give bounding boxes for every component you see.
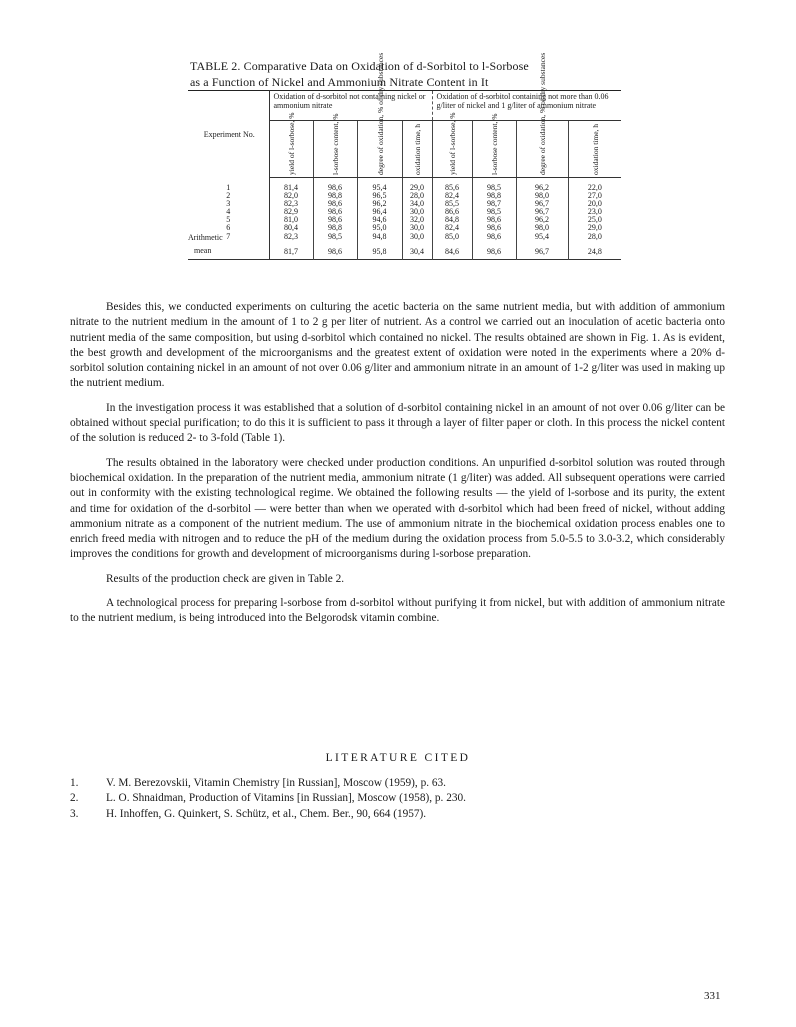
reference-text: L. O. Shnaidman, Production of Vitamins [in Russian], Moscow (1958), p. 230.	[106, 792, 466, 805]
table-cell: 28,0	[587, 231, 602, 241]
table-cell: 30,0	[402, 224, 432, 232]
table-cell: 98,7	[472, 200, 516, 208]
table-cell: 22,0	[587, 183, 602, 192]
column-header-label: l-sorbose content, %	[490, 113, 500, 175]
column-header-label: degree of oxidation, % of dry substances	[375, 52, 385, 175]
table-cell: 28,0	[402, 192, 432, 200]
reference-item	[70, 776, 730, 791]
column-header	[516, 52, 568, 178]
mean-cell: 96,7	[516, 241, 568, 260]
paragraph: The results obtained in the laboratory were checked under production conditions. An unpurified d-sorbitol solution was routed through biochemical oxidation. In the preparation of the nutrient media, ammonium nitrate (1 g/liter) was added. All subsequent operations were carried out in conformity with the existing technological regime. We obtained the following results — the yield of l-sorbose and its purity, the extent and time for oxidation of the d-sorbitol — were better than when we operated with d-sorbitol which had been freed of nickel, without adding ammonium nitrate as a component of the nutrient medium. The use of ammonium nitrate in the biochemical oxidation process enables one to enrich freed media with nitrogen and to reduce the pH of the medium during the oxidation process from 5.0-5.5 to 3.0-3.2, which considerably improves the conditions for growth and development of microorganisms during l-sorbose preparation.	[70, 456, 725, 561]
table-cell: 29,0	[402, 178, 432, 193]
column-header	[568, 121, 621, 178]
table-cell: 82,0	[269, 192, 313, 200]
reference-number: 2.	[70, 792, 79, 805]
table-caption-line-1: TABLE 2. Comparative Data on Oxidation of d-Sorbitol to l-Sorbose	[190, 59, 529, 73]
table-cell: 20,0	[587, 199, 602, 208]
table-cell: 96,7	[516, 200, 568, 208]
experiment-number: 2	[188, 192, 269, 200]
table-cell: 98,5	[313, 232, 357, 241]
table-cell: 95,4	[357, 178, 402, 193]
table-cell: 80,4	[269, 224, 313, 232]
reference-item	[70, 807, 730, 822]
reference-list	[70, 776, 730, 822]
reference-text: V. M. Berezovskii, Vitamin Chemistry [in Russian], Moscow (1959), p. 63.	[106, 777, 446, 789]
mean-label-line-2: mean	[194, 245, 212, 255]
table-cell: 96,7	[516, 208, 568, 216]
table-cell: 98,6	[313, 200, 357, 208]
table-row	[188, 178, 621, 193]
literature-heading: LITERATURE CITED	[325, 752, 471, 764]
mean-cell: 84,6	[432, 241, 472, 260]
table-cell: 98,6	[313, 216, 357, 224]
table-caption	[190, 58, 630, 90]
experiment-number: 6	[188, 224, 269, 232]
mean-cell: 30,4	[402, 241, 432, 260]
table-caption-line-2: as a Function of Nickel and Ammonium Nitrate Content in It	[190, 75, 489, 89]
table-cell: 94,8	[357, 232, 402, 241]
page-number: 331	[704, 990, 721, 1002]
column-header-label: l-sorbose content, %	[331, 113, 340, 175]
table-cell: 98,5	[472, 178, 516, 193]
mean-cell: 98,6	[472, 241, 516, 260]
table-row	[188, 216, 621, 224]
table-cell: 29,0	[587, 223, 602, 232]
table-cell: 98,0	[516, 224, 568, 232]
table-cell: 82,4	[432, 192, 472, 200]
column-header-label: oxidation time, h	[590, 123, 600, 175]
table-cell: 96,2	[516, 216, 568, 224]
table-cell: 98,6	[313, 208, 357, 216]
body-text	[70, 300, 725, 636]
experiment-header: Experiment No.	[188, 91, 269, 178]
mean-label	[188, 232, 269, 260]
table-cell: 96,4	[357, 208, 402, 216]
table-cell: 98,0	[516, 192, 568, 200]
reference-item	[70, 791, 730, 806]
table-cell: 86,6	[432, 208, 472, 216]
paragraph: A technological process for preparing l-sorbose from d-sorbitol without purifying it from nickel, but with addition of ammonium nitrate to the nutrient medium, is being introduced into the Belgorodsk vitamin combine.	[70, 597, 725, 625]
table-cell: 98,6	[472, 216, 516, 224]
group-2-header: Oxidation of d-sorbitol containing not more than 0.06 g/liter of nickel and 1 g/liter of ammonium nitrate	[432, 91, 621, 121]
table-cell: 81,4	[269, 178, 313, 193]
table-row	[188, 192, 621, 200]
column-header-label: yield of l-sorbose, %	[448, 112, 458, 175]
table-cell: 96,2	[357, 200, 402, 208]
table-cell: 84,8	[432, 216, 472, 224]
table-cell: 98,8	[472, 192, 516, 200]
table-cell: 98,5	[472, 208, 516, 216]
table-cell: 82,9	[269, 208, 313, 216]
mean-row	[188, 241, 621, 260]
experiment-number: 4	[188, 208, 269, 216]
experiment-number: 3	[188, 200, 269, 208]
column-header	[472, 113, 516, 178]
group-1-header: Oxidation of d-sorbitol not containing nickel or ammonium nitrate	[269, 91, 432, 121]
table-cell: 30,0	[402, 232, 432, 241]
mean-cell: 24,8	[587, 247, 602, 256]
table-cell: 32,0	[402, 216, 432, 224]
table-cell: 96,2	[516, 178, 568, 193]
table-cell: 94,6	[357, 216, 402, 224]
table-body	[188, 178, 621, 260]
table-cell: 27,0	[587, 191, 602, 200]
mean-cell: 95,8	[357, 241, 402, 260]
experiment-number: 1	[188, 178, 269, 193]
table-cell: 82,3	[269, 232, 313, 241]
mean-cell: 81,7	[269, 241, 313, 260]
column-header	[402, 121, 432, 178]
paragraph: Results of the production check are given in Table 2.	[106, 572, 345, 585]
column-header-label: oxidation time, h	[413, 123, 423, 175]
table-cell: 81,0	[269, 216, 313, 224]
experiment-number: 7	[188, 232, 269, 241]
mean-label-line-1: Arithmetic	[188, 232, 223, 242]
paragraph: In the investigation process it was established that a solution of d-sorbitol containing nickel in an amount of not over 0.06 g/liter can be obtained without special purification; to do this it is sufficient to pass it through a layer of filter paper or cloth. In this process the nickel content of the solution is reduced 2- to 3-fold (Table 1).	[70, 401, 725, 445]
column-header	[432, 112, 472, 178]
table-cell: 25,0	[587, 215, 602, 224]
table-cell: 98,6	[313, 178, 357, 193]
experiment-number: 5	[188, 216, 269, 224]
table-cell: 98,8	[313, 224, 357, 232]
paragraph: Besides this, we conducted experiments on culturing the acetic bacteria on the same nutrient media, but with addition of ammonium nitrate to the nutrient medium in the amount of 1 to 2 g per liter of nutrient. As a control we carried out an inoculation of acetic bacteria onto nutrient media of the same composition, but using d-sorbitol which contained no nickel. The results obtained are shown in Fig. 1. As is evident, the best growth and development of the microorganisms and the greatest extent of oxidation were noted in the experiments where a 20% d-sorbitol solution containing nickel in an amount of not over 0.06 g/liter and ammonium nitrate in an amount of 1-2 g/liter was used in making up the nutrient medium.	[70, 301, 725, 390]
reference-number: 1.	[70, 777, 79, 789]
table-cell: 98,6	[472, 232, 516, 241]
reference-text: H. Inhoffen, G. Quinkert, S. Schütz, et al., Chem. Ber., 90, 664 (1957).	[106, 807, 427, 820]
table-cell: 85,0	[432, 232, 472, 241]
table-row	[188, 200, 621, 208]
table-cell: 98,6	[472, 224, 516, 232]
mean-cell: 98,6	[313, 241, 357, 260]
column-header	[269, 112, 313, 178]
column-header	[357, 52, 402, 178]
table-row	[188, 208, 621, 216]
table-cell: 98,8	[313, 192, 357, 200]
table-cell: 34,0	[402, 200, 432, 208]
table-cell: 95,0	[357, 224, 402, 232]
table-cell: 85,6	[432, 178, 472, 193]
reference-number: 3.	[70, 807, 79, 820]
table-cell: 96,5	[357, 192, 402, 200]
table-cell: 82,3	[269, 200, 313, 208]
column-header-label: degree of oxidation, % of dry substances	[538, 52, 548, 175]
column-header	[313, 113, 357, 178]
table-cell: 85,5	[432, 200, 472, 208]
table-row	[188, 224, 621, 232]
table-cell: 23,0	[587, 207, 602, 216]
table-cell: 95,4	[516, 232, 568, 241]
table-cell: 30,0	[402, 208, 432, 216]
column-header-label: yield of l-sorbose, %	[287, 112, 296, 175]
table-cell: 82,4	[432, 224, 472, 232]
